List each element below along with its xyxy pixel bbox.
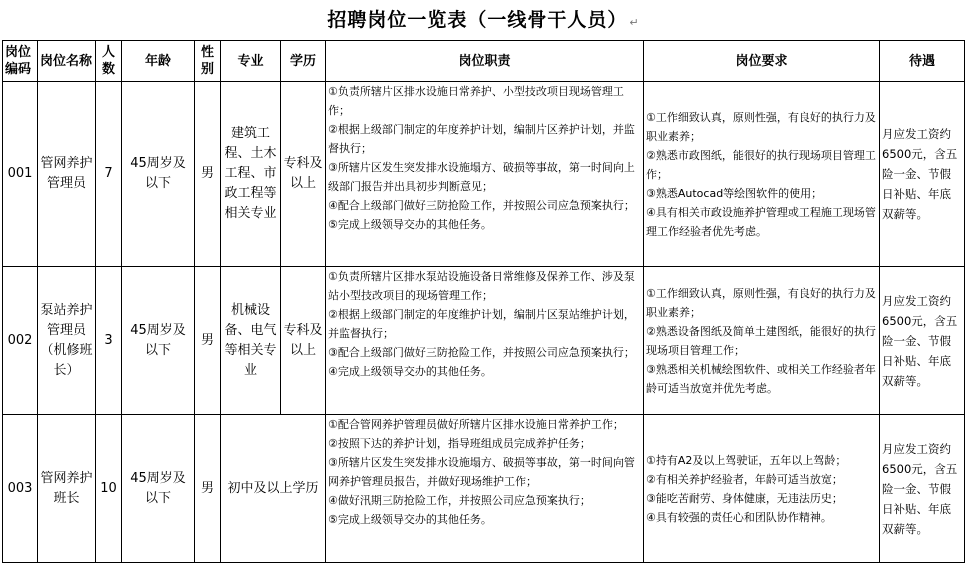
- job-major: 机械设备、电气等相关专业: [221, 267, 281, 415]
- job-treatment: 月应发工资约6500元，含五险一金、节假日补贴、年底双薪等。: [880, 415, 965, 563]
- header-duties: 岗位职责: [326, 41, 644, 82]
- job-count: 3: [96, 267, 122, 415]
- requirement-item: ①工作细致认真，原则性强，有良好的执行力及职业素养；: [646, 286, 876, 319]
- requirement-item: ②熟悉市政图纸，能很好的执行现场项目管理工作；: [646, 148, 876, 181]
- header-row: [3, 41, 965, 82]
- job-name: 泵站养护管理员（机修班长）: [38, 267, 96, 415]
- requirement-item: ②有相关养护经验者，年龄可适当放宽；: [646, 472, 843, 486]
- requirement-item: ①工作细致认真，原则性强，有良好的执行力及职业素养；: [646, 110, 876, 143]
- duty-item: ②根据上级部门制定的年度养护计划，编制片区养护计划，并监督执行；: [328, 123, 635, 155]
- header-code: 岗位编码: [3, 41, 38, 82]
- header-treatment: 待遇: [880, 41, 965, 82]
- duty-item: ①配合管网养护管理员做好所辖片区排水设施日常养护工作；: [328, 418, 624, 431]
- job-major: 建筑工程、土木工程、市政工程等相关专业: [221, 82, 281, 267]
- recruitment-table: [2, 40, 965, 563]
- job-requirements: [644, 415, 880, 563]
- job-duties: [326, 267, 644, 415]
- job-duties: [326, 415, 644, 563]
- job-name: 管网养护管理员: [38, 82, 96, 267]
- header-major: 专业: [221, 41, 281, 82]
- job-gender: 男: [195, 82, 221, 267]
- requirement-item: ③熟悉相关机械绘图软件、或相关工作经验者年龄可适当放宽并优先考虑。: [646, 362, 876, 395]
- job-code: 003: [3, 415, 38, 563]
- job-count: 7: [96, 82, 122, 267]
- table-row: [3, 82, 965, 267]
- job-count: 10: [96, 415, 122, 563]
- table-row: [3, 415, 965, 563]
- job-code: 001: [3, 82, 38, 267]
- job-requirements: [644, 82, 880, 267]
- job-education: 专科及以上: [281, 267, 326, 415]
- header-age: 年龄: [122, 41, 195, 82]
- job-requirements: [644, 267, 880, 415]
- duty-item: ③配合上级部门做好三防抢险工作，并按照公司应急预案执行；: [328, 346, 635, 359]
- duty-item: ①负责所辖片区排水设施日常养护、小型技改项目现场管理工作；: [328, 85, 624, 117]
- duty-item: ③所辖片区发生突发排水设施塌方、破损等事故，第一时间向上级部门报告并出具初步判断意见；: [328, 161, 635, 193]
- requirement-item: ④具有较强的责任心和团队协作精神。: [646, 510, 832, 524]
- job-code: 002: [3, 267, 38, 415]
- document-title: [0, 6, 967, 37]
- job-name: 管网养护班长: [38, 415, 96, 563]
- job-age: 45周岁及以下: [122, 267, 195, 415]
- job-education: 专科及以上: [281, 82, 326, 267]
- duty-item: ④做好汛期三防抢险工作，并按照公司应急预案执行；: [328, 494, 591, 507]
- duty-item: ②根据上级部门制定的年度维护计划，编制片区泵站维护计划，并监督执行；: [328, 308, 635, 340]
- job-age: 45周岁及以下: [122, 415, 195, 563]
- job-gender: 男: [195, 415, 221, 563]
- header-education: 学历: [281, 41, 326, 82]
- duty-item: ③所辖片区发生突发排水设施塌方、破损等事故，第一时间向管网养护管理员报告，并做好现场维护工作；: [328, 456, 635, 488]
- duty-item: ⑤完成上级领导交办的其他任务。: [328, 218, 492, 231]
- header-count: 人数: [96, 41, 122, 82]
- header-gender: 性别: [195, 41, 221, 82]
- document-title-text: 招聘岗位一览表（一线骨干人员）: [327, 9, 628, 31]
- requirement-item: ④具有相关市政设施养护管理或工程施工现场管理工作经验者优先考虑。: [646, 205, 876, 238]
- duty-item: ②按照下达的养护计划，指导班组成员完成养护任务；: [328, 437, 591, 450]
- paragraph-mark-icon: ↵: [629, 16, 640, 29]
- duty-item: ①负责所辖片区排水泵站设施设备日常维修及保养工作、涉及泵站小型技改项目的现场管理工作；: [328, 270, 635, 302]
- header-requirements: 岗位要求: [644, 41, 880, 82]
- requirement-item: ③熟悉Autocad等绘图软件的使用；: [646, 186, 823, 200]
- requirement-item: ②熟悉设备图纸及简单土建图纸，能很好的执行现场项目管理工作；: [646, 324, 876, 357]
- job-gender: 男: [195, 267, 221, 415]
- header-name: 岗位名称: [38, 41, 96, 82]
- requirement-item: ③能吃苦耐劳、身体健康，无违法历史；: [646, 491, 843, 505]
- duty-item: ④完成上级领导交办的其他任务。: [328, 365, 492, 378]
- job-treatment: 月应发工资约6500元，含五险一金、节假日补贴、年底双薪等。: [880, 82, 965, 267]
- job-education: 初中及以上学历: [221, 415, 326, 563]
- duty-item: ⑤完成上级领导交办的其他任务。: [328, 513, 492, 526]
- job-age: 45周岁及以下: [122, 82, 195, 267]
- job-treatment: 月应发工资约6500元，含五险一金、节假日补贴、年底双薪等。: [880, 267, 965, 415]
- table-row: [3, 267, 965, 415]
- duty-item: ④配合上级部门做好三防抢险工作，并按照公司应急预案执行；: [328, 199, 635, 212]
- requirement-item: ①持有A2及以上驾驶证，五年以上驾龄；: [646, 453, 847, 467]
- job-duties: [326, 82, 644, 267]
